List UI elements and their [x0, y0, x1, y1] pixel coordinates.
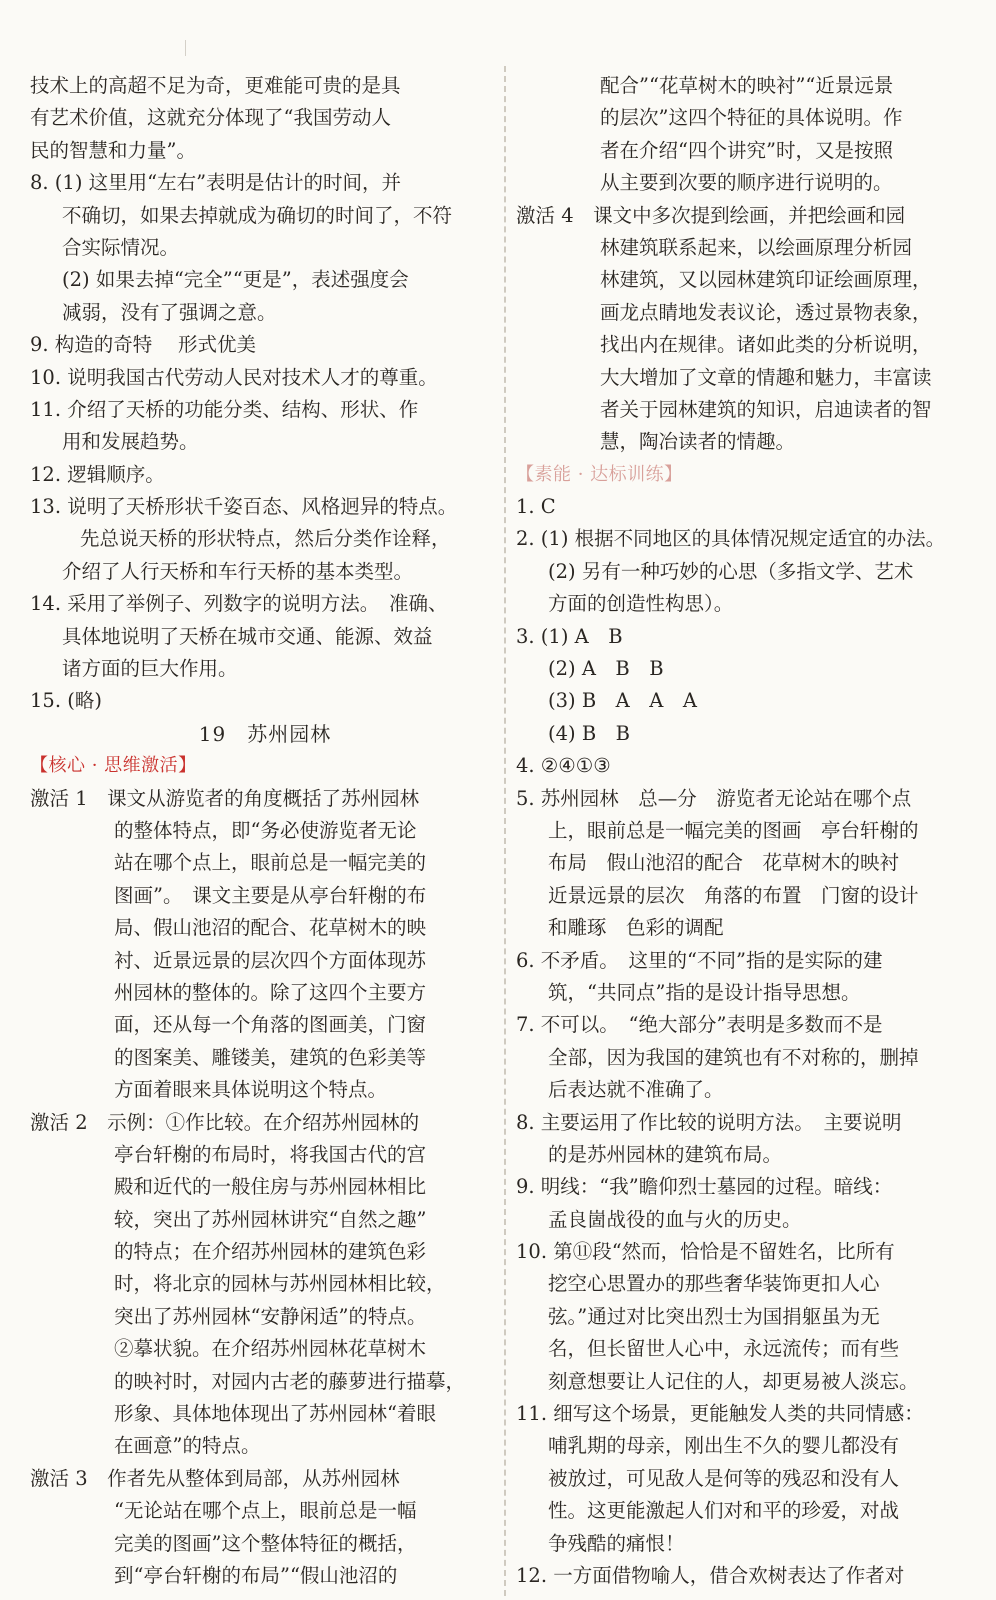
- text-line: 的整体特点，即“务必使游览者无论: [114, 818, 417, 842]
- answer-9: 9. 明线：“我”瞻仰烈士墓园的过程。暗线：: [516, 1175, 893, 1199]
- text-line: 亭台轩榭的布局时，将我国古代的宫: [114, 1142, 427, 1166]
- text-line: 形象、具体地体现出了苏州园林“着眼: [114, 1402, 436, 1426]
- text-line: 殿和近代的一般住房与苏州园林相比: [114, 1175, 427, 1199]
- text-line: 大大增加了文章的情趣和魅力，丰富读: [600, 365, 932, 389]
- text-line: 性。这更能激起人们对和平的珍爱，对战: [548, 1499, 900, 1523]
- answer-12: 12. 一方面借物喻人，借合欢树表达了作者对: [516, 1563, 905, 1587]
- text-line: 近景远景的层次 角落的布置 门窗的设计: [548, 883, 919, 907]
- text-line: (3) B A A A: [548, 689, 697, 713]
- text-line: 完美的图画”这个整体特征的概括，: [114, 1531, 417, 1555]
- text-line: 在画意”的特点。: [114, 1434, 261, 1458]
- answer-10: 10. 第⑪段“然而，恰恰是不留姓名，比所有: [516, 1240, 895, 1264]
- text-line: 者在介绍“四个讲究”时，又是按照: [600, 138, 893, 162]
- answer-3: 3. (1) A B: [516, 624, 623, 648]
- text-line: 名，但长留世人心中，永远流传；而有些: [548, 1337, 900, 1361]
- answer-1: 1. C: [516, 495, 556, 519]
- text-line: 诸方面的巨大作用。: [62, 657, 238, 681]
- activation-1: 激活 1 课文从游览者的角度概括了苏州园林: [30, 786, 420, 810]
- answer-8: 8. (1) 这里用“左右”表明是估计的时间，并: [30, 171, 402, 195]
- answer-15: 15. (略): [30, 689, 102, 713]
- text-line: 不确切，如果去掉就成为确切的时间了，不符: [62, 203, 453, 227]
- lesson-heading: 19 苏州园林: [198, 721, 332, 746]
- text-line: 合实际情况。: [62, 235, 180, 259]
- activation-2: 激活 2 示例：①作比较。在介绍苏州园林的: [30, 1110, 420, 1134]
- text-line: 方面着眼来具体说明这个特点。: [114, 1078, 388, 1102]
- answer-9: 9. 构造的奇特 形式优美: [30, 333, 257, 357]
- text-line: 减弱，没有了强调之意。: [62, 300, 277, 324]
- text-line: 介绍了人行天桥和车行天桥的基本类型。: [62, 559, 414, 583]
- text-line: 哺乳期的母亲，刚出生不久的婴儿都没有: [548, 1434, 900, 1458]
- text-line: 后表达就不准确了。: [548, 1078, 724, 1102]
- text-line: 全部，因为我国的建筑也有不对称的，删掉: [548, 1045, 919, 1069]
- text-line: 者关于园林建筑的知识，启迪读者的智: [600, 397, 932, 421]
- text-line: 筑，“共同点”指的是设计指导思想。: [548, 980, 861, 1004]
- text-line: 找出内在规律。诸如此类的分析说明，: [600, 333, 932, 357]
- text-line: “无论站在哪个点上，眼前总是一幅: [114, 1499, 417, 1523]
- text-line: 从主要到次要的顺序进行说明的。: [600, 171, 893, 195]
- text-line: 布局 假山池沼的配合 花草树木的映衬: [548, 851, 900, 875]
- text-line: 到“亭台轩榭的布局”“假山池沼的: [114, 1563, 398, 1587]
- text-line: 突出了苏州园林“安静闲适”的特点。: [114, 1304, 427, 1328]
- text-line: 技术上的高超不足为奇，更难能可贵的是具: [30, 74, 401, 97]
- text-line: 局、假山池沼的配合、花草树木的映: [114, 916, 427, 940]
- text-line: 的是苏州园林的建筑布局。: [548, 1142, 783, 1166]
- text-line: (2) 如果去掉“完全”“更是”，表述强度会: [62, 268, 409, 292]
- text-line: 慧，陶冶读者的情趣。: [600, 430, 796, 454]
- section-title-practice: 【素能 · 达标训练】: [516, 463, 683, 485]
- column-divider: [504, 66, 506, 1596]
- answer-13: 13. 说明了天桥形状千姿百态、风格迥异的特点。: [30, 495, 458, 519]
- text-line: 衬、近景远景的层次四个方面体现苏: [114, 948, 427, 972]
- answer-6: 6. 不矛盾。 这里的“不同”指的是实际的建: [516, 948, 883, 972]
- text-line: 图画”。 课文主要是从亭台轩榭的布: [114, 883, 427, 907]
- answer-12: 12. 逻辑顺序。: [30, 462, 165, 486]
- activation-3: 激活 3 作者先从整体到局部，从苏州园林: [30, 1466, 400, 1490]
- text-line: (4) B B: [548, 721, 630, 745]
- text-line: 孟良崮战役的血与火的历史。: [548, 1207, 802, 1231]
- right-column: [516, 70, 976, 1592]
- text-line: 争残酷的痛恨！: [548, 1531, 685, 1555]
- text-line: 具体地说明了天桥在城市交通、能源、效益: [62, 624, 433, 648]
- text-line: 面，还从每一个角落的图画美，门窗: [114, 1013, 427, 1037]
- text-line: 画龙点睛地发表议论，透过景物表象，: [600, 300, 932, 324]
- answer-11: 11. 细写这个场景，更能触发人类的共同情感：: [516, 1402, 924, 1426]
- text-line: ②摹状貌。在介绍苏州园林花草树木: [114, 1337, 427, 1361]
- text-line: 方面的创造性构思）。: [548, 592, 734, 616]
- scan-mark: [185, 40, 186, 56]
- text-line: 站在哪个点上，眼前总是一幅完美的: [114, 851, 427, 875]
- text-line: 民的智慧和力量”。: [30, 138, 196, 162]
- answer-5: 5. 苏州园林 总—分 游览者无论站在哪个点: [516, 786, 912, 810]
- section-title-core: 【核心 · 思维激活】: [30, 755, 197, 777]
- answer-10: 10. 说明我国古代劳动人民对技术人才的尊重。: [30, 365, 438, 389]
- text-line: 林建筑，又以园林建筑印证绘画原理，: [600, 268, 932, 292]
- text-line: 刻意想要让人记住的人，却更易被人淡忘。: [548, 1369, 919, 1393]
- left-column: [30, 70, 500, 1592]
- activation-4: 激活 4 课文中多次提到绘画，并把绘画和园: [516, 203, 906, 227]
- text-line: 较，突出了苏州园林讲究“自然之趣”: [114, 1207, 427, 1231]
- text-line: 州园林的整体的。除了这四个主要方: [114, 980, 427, 1004]
- text-line: 被放过，可见敌人是何等的残忍和没有人: [548, 1466, 900, 1490]
- text-line: 弦。”通过对比突出烈士为国捐躯虽为无: [548, 1304, 880, 1328]
- text-line: 有艺术价值，这就充分体现了“我国劳动人: [30, 106, 391, 130]
- answer-14: 14. 采用了举例子、列数字的说明方法。 准确、: [30, 592, 448, 616]
- text-line: 时，将北京的园林与苏州园林相比较，: [114, 1272, 446, 1296]
- answer-4: 4. ②④①③: [516, 754, 611, 778]
- text-line: 用和发展趋势。: [62, 430, 199, 454]
- answer-11: 11. 介绍了天桥的功能分类、结构、形状、作: [30, 397, 419, 421]
- text-line: 的特点；在介绍苏州园林的建筑色彩: [114, 1240, 427, 1264]
- text-line: 先总说天桥的形状特点，然后分类作诠释，: [80, 527, 451, 551]
- text-line: 的层次”这四个特征的具体说明。作: [600, 106, 903, 130]
- text-line: 挖空心思置办的那些奢华装饰更扣人心: [548, 1272, 880, 1296]
- text-line: (2) 另有一种巧妙的心思（多指文学、艺术: [548, 559, 914, 583]
- answer-8: 8. 主要运用了作比较的说明方法。 主要说明: [516, 1110, 902, 1134]
- text-line: 配合”“花草树木的映衬”“近景远景: [600, 74, 894, 97]
- text-line: 的图案美、雕镂美，建筑的色彩美等: [114, 1045, 427, 1069]
- answer-7: 7. 不可以。 “绝大部分”表明是多数而不是: [516, 1013, 883, 1037]
- text-line: 的映衬时，对园内古老的藤萝进行描摹，: [114, 1369, 466, 1393]
- answer-2: 2. (1) 根据不同地区的具体情况规定适宜的办法。: [516, 527, 946, 551]
- text-line: 上，眼前总是一幅完美的图画 亭台轩榭的: [548, 818, 919, 842]
- text-line: (2) A B B: [548, 657, 664, 681]
- text-line: 和雕琢 色彩的调配: [548, 916, 724, 940]
- text-line: 林建筑联系起来，以绘画原理分析园: [600, 235, 913, 259]
